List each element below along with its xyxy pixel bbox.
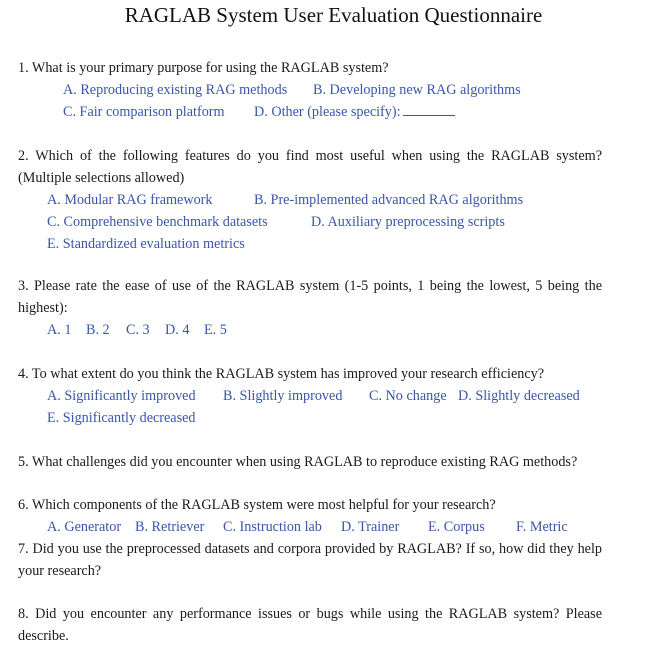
q2-option-b[interactable]: B. Pre-implemented advanced RAG algorithms bbox=[254, 192, 524, 208]
q6-option-f[interactable]: F. Metric bbox=[516, 519, 568, 535]
q4-option-a[interactable]: A. Significantly improved bbox=[47, 388, 196, 404]
question-4: 4. To what extent do you think the RAGLAB system has improved your research efficiency? bbox=[18, 366, 545, 382]
q4-option-e[interactable]: E. Significantly decreased bbox=[47, 410, 196, 426]
q1-option-d[interactable] bbox=[254, 101, 455, 123]
q6-option-c[interactable]: C. Instruction lab bbox=[223, 519, 322, 535]
q4-option-c[interactable]: C. No change bbox=[369, 388, 447, 404]
q2-option-e[interactable]: E. Standardized evaluation metrics bbox=[47, 236, 245, 252]
document-title: RAGLAB System User Evaluation Questionnaire bbox=[124, 3, 543, 27]
question-7: 7. Did you use the preprocessed datasets and corpora provided by RAGLAB? If so, how did they help your research? bbox=[18, 541, 602, 579]
q3-option-c[interactable]: C. 3 bbox=[126, 322, 150, 338]
q3-option-b[interactable]: B. 2 bbox=[86, 322, 110, 338]
question-6: 6. Which components of the RAGLAB system were most helpful for your research? bbox=[18, 497, 496, 513]
q3-option-d[interactable]: D. 4 bbox=[165, 322, 190, 338]
q3-option-a[interactable]: A. 1 bbox=[47, 322, 72, 338]
q1-option-d-label: D. Other (please specify): bbox=[254, 104, 401, 120]
q1-option-c[interactable]: C. Fair comparison platform bbox=[63, 104, 225, 120]
q6-option-b[interactable]: B. Retriever bbox=[135, 519, 205, 535]
q4-option-d[interactable]: D. Slightly decreased bbox=[458, 388, 580, 404]
q2-option-d[interactable]: D. Auxiliary preprocessing scripts bbox=[311, 214, 505, 230]
q6-option-d[interactable]: D. Trainer bbox=[341, 519, 400, 535]
question-2: 2. Which of the following features do you find most useful when using the RAGLAB system? (Multiple selections allowed) bbox=[18, 148, 602, 186]
q4-option-b[interactable]: B. Slightly improved bbox=[223, 388, 343, 404]
q1-option-b[interactable]: B. Developing new RAG algorithms bbox=[313, 82, 521, 98]
q2-option-a[interactable]: A. Modular RAG framework bbox=[47, 192, 213, 208]
q2-option-c[interactable]: C. Comprehensive benchmark datasets bbox=[47, 214, 268, 230]
question-8: 8. Did you encounter any performance issues or bugs while using the RAGLAB system? Please describe. bbox=[18, 606, 602, 644]
q1-option-a[interactable]: A. Reproducing existing RAG methods bbox=[63, 82, 288, 98]
q6-option-a[interactable]: A. Generator bbox=[47, 519, 122, 535]
question-5: 5. What challenges did you encounter when using RAGLAB to reproduce existing RAG methods? bbox=[18, 454, 578, 470]
question-3: 3. Please rate the ease of use of the RAGLAB system (1-5 points, 1 being the lowest, 5 being the highest): bbox=[18, 278, 602, 316]
specify-blank[interactable] bbox=[403, 103, 455, 116]
q6-option-e[interactable]: E. Corpus bbox=[428, 519, 485, 535]
question-1: 1. What is your primary purpose for using the RAGLAB system? bbox=[18, 60, 389, 76]
q3-option-e[interactable]: E. 5 bbox=[204, 322, 227, 338]
